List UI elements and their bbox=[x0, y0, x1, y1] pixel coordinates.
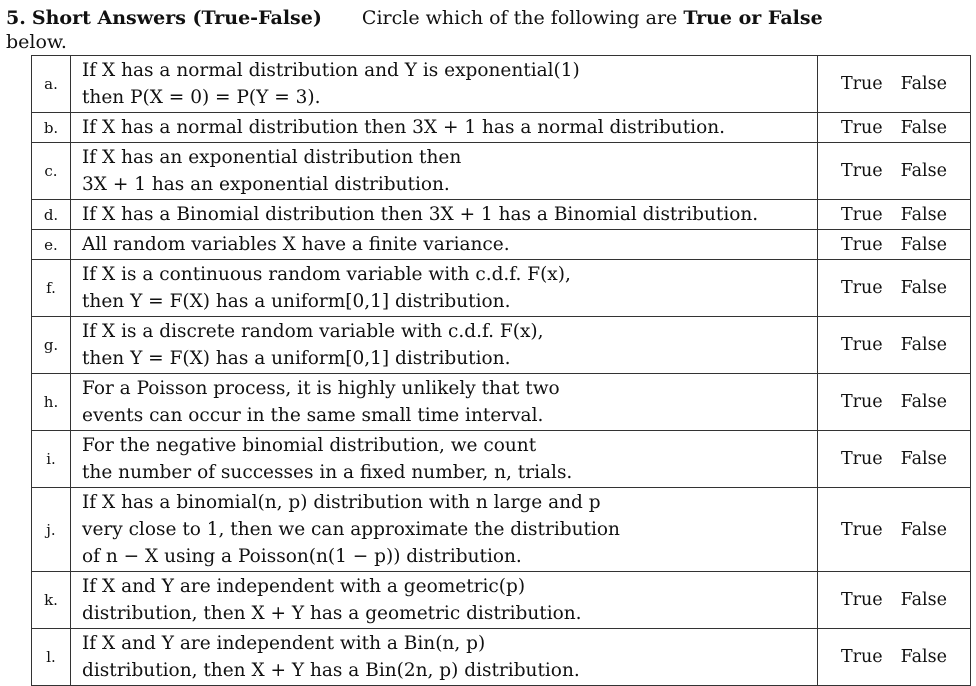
question-text bbox=[71, 143, 818, 200]
false-option[interactable]: False bbox=[900, 519, 947, 540]
question-label: k. bbox=[32, 572, 71, 629]
question-label: l. bbox=[32, 629, 71, 686]
question-text-line: then P(X = 0) = P(Y = 3). bbox=[82, 87, 321, 108]
question-text bbox=[71, 572, 818, 629]
false-option[interactable]: False bbox=[900, 590, 947, 610]
question-label: h. bbox=[32, 374, 71, 431]
true-false-table bbox=[31, 55, 971, 686]
false-option[interactable]: False bbox=[900, 335, 947, 355]
question-text bbox=[71, 113, 818, 143]
true-option[interactable]: True bbox=[841, 590, 883, 610]
false-option[interactable]: False bbox=[900, 234, 947, 255]
true-option[interactable]: True bbox=[841, 161, 883, 181]
instruction-bold: True or False bbox=[683, 7, 823, 29]
question-label: c. bbox=[32, 143, 71, 200]
question-row bbox=[32, 488, 971, 572]
false-option[interactable]: False bbox=[900, 647, 947, 667]
true-false-options bbox=[818, 56, 971, 113]
false-option[interactable]: False bbox=[900, 117, 947, 138]
true-false-options bbox=[818, 488, 971, 572]
false-option[interactable]: False bbox=[900, 278, 947, 298]
question-text bbox=[71, 629, 818, 686]
true-option[interactable]: True bbox=[841, 278, 883, 298]
question-text-line: then Y = F(X) has a uniform[0,1] distribution. bbox=[82, 348, 511, 369]
question-row bbox=[32, 431, 971, 488]
question-row bbox=[32, 143, 971, 200]
question-label: j. bbox=[32, 488, 71, 572]
question-row bbox=[32, 629, 971, 686]
question-label: d. bbox=[32, 200, 71, 230]
question-label: a. bbox=[32, 56, 71, 113]
true-option[interactable]: True bbox=[841, 234, 883, 255]
true-false-options bbox=[818, 230, 971, 260]
true-false-options bbox=[818, 260, 971, 317]
question-label: b. bbox=[32, 113, 71, 143]
true-option[interactable]: True bbox=[841, 392, 883, 412]
true-false-options bbox=[818, 143, 971, 200]
false-option[interactable]: False bbox=[900, 74, 947, 94]
instruction-prefix: Circle which of the following are bbox=[361, 7, 678, 29]
question-text-line: then Y = F(X) has a uniform[0,1] distribution. bbox=[82, 291, 511, 312]
question-text bbox=[71, 317, 818, 374]
question-text bbox=[71, 374, 818, 431]
true-option[interactable]: True bbox=[841, 449, 883, 469]
question-text-line: If X has an exponential distribution then bbox=[82, 147, 462, 168]
false-option[interactable]: False bbox=[900, 204, 947, 225]
true-false-options bbox=[818, 374, 971, 431]
true-option[interactable]: True bbox=[841, 74, 883, 94]
question-text-line: If X has a binomial(n, p) distribution with n large and p bbox=[82, 492, 601, 513]
true-option[interactable]: True bbox=[841, 647, 883, 667]
question-text-line: very close to 1, then we can approximate the distribution bbox=[82, 519, 620, 540]
true-option[interactable]: True bbox=[841, 519, 883, 540]
question-label: f. bbox=[32, 260, 71, 317]
question-label: e. bbox=[32, 230, 71, 260]
question-text-line: If X has a Binomial distribution then 3X + 1 has a Binomial distribution. bbox=[82, 204, 759, 225]
question-text-line: For a Poisson process, it is highly unlikely that two bbox=[82, 378, 560, 399]
question-text bbox=[71, 230, 818, 260]
question-text-line: If X and Y are independent with a geometric(p) bbox=[82, 576, 526, 597]
question-row bbox=[32, 200, 971, 230]
false-option[interactable]: False bbox=[900, 449, 947, 469]
false-option[interactable]: False bbox=[900, 392, 947, 412]
question-label: i. bbox=[32, 431, 71, 488]
question-text-line: If X has a normal distribution and Y is exponential(1) bbox=[82, 60, 580, 81]
question-row bbox=[32, 317, 971, 374]
true-option[interactable]: True bbox=[841, 117, 883, 138]
question-text bbox=[71, 431, 818, 488]
question-text-line: distribution, then X + Y has a geometric distribution. bbox=[82, 603, 582, 624]
question-row bbox=[32, 260, 971, 317]
question-text-line: the number of successes in a fixed number, n, trials. bbox=[82, 462, 573, 483]
question-row bbox=[32, 113, 971, 143]
question-header bbox=[6, 6, 966, 54]
question-text-line: events can occur in the same small time interval. bbox=[82, 405, 544, 426]
true-false-options bbox=[818, 113, 971, 143]
instruction-suffix: below. bbox=[6, 31, 67, 53]
question-number: 5. bbox=[6, 7, 26, 29]
question-text bbox=[71, 488, 818, 572]
true-false-options bbox=[818, 200, 971, 230]
question-text-line: of n − X using a Poisson(n(1 − p)) distribution. bbox=[82, 546, 522, 567]
true-false-options bbox=[818, 431, 971, 488]
question-title: Short Answers (True-False) bbox=[31, 7, 322, 29]
question-row bbox=[32, 374, 971, 431]
question-text-line: distribution, then X + Y has a Bin(2n, p) distribution. bbox=[82, 660, 580, 681]
question-text-line: If X is a discrete random variable with c.d.f. F(x), bbox=[82, 321, 544, 342]
question-text-line: If X has a normal distribution then 3X + 1 has a normal distribution. bbox=[82, 117, 726, 138]
question-row bbox=[32, 572, 971, 629]
true-option[interactable]: True bbox=[841, 335, 883, 355]
question-text bbox=[71, 200, 818, 230]
question-text-line: If X is a continuous random variable with c.d.f. F(x), bbox=[82, 264, 571, 285]
question-label: g. bbox=[32, 317, 71, 374]
question-text-line: For the negative binomial distribution, we count bbox=[82, 435, 537, 456]
question-text bbox=[71, 260, 818, 317]
question-row bbox=[32, 56, 971, 113]
question-text bbox=[71, 56, 818, 113]
true-option[interactable]: True bbox=[841, 204, 883, 225]
question-text-line: If X and Y are independent with a Bin(n, p) bbox=[82, 633, 486, 654]
true-false-options bbox=[818, 629, 971, 686]
question-text-line: All random variables X have a finite variance. bbox=[82, 234, 510, 255]
question-text-line: 3X + 1 has an exponential distribution. bbox=[82, 174, 450, 195]
true-false-options bbox=[818, 317, 971, 374]
true-false-options bbox=[818, 572, 971, 629]
false-option[interactable]: False bbox=[900, 161, 947, 181]
question-row bbox=[32, 230, 971, 260]
